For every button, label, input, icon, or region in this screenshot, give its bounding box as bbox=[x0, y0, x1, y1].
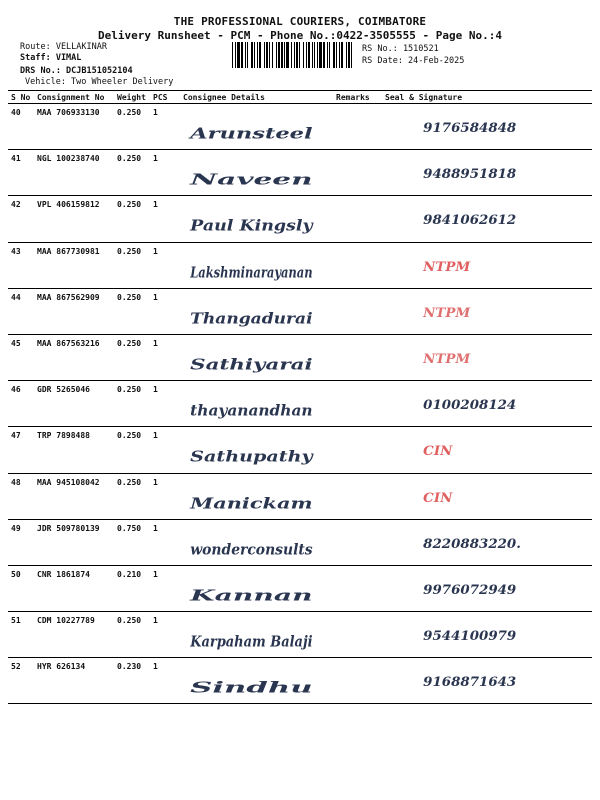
row-weight: 0.250 bbox=[114, 427, 150, 473]
row-seal-signature bbox=[382, 565, 592, 611]
row-weight: 0.250 bbox=[114, 381, 150, 427]
row-remarks bbox=[333, 104, 382, 150]
consignee-name-text: Sathupathy bbox=[190, 447, 314, 466]
row-seal-signature bbox=[382, 104, 592, 150]
consignee-handwriting bbox=[180, 104, 333, 149]
row-sno: 51 bbox=[8, 612, 34, 658]
table-row bbox=[8, 334, 592, 380]
row-weight: 0.250 bbox=[114, 196, 150, 242]
seal-text: 9841062612 bbox=[423, 212, 517, 229]
row-sno: 49 bbox=[8, 519, 34, 565]
rs-date: RS Date: 24-Feb-2025 bbox=[362, 56, 465, 66]
row-pcs: 1 bbox=[150, 427, 180, 473]
seal-handwriting bbox=[382, 520, 592, 565]
row-weight: 0.250 bbox=[114, 334, 150, 380]
consignee-name-text: Arunsteel bbox=[187, 124, 313, 143]
row-consignee bbox=[180, 612, 333, 658]
seal-text: NTPM bbox=[423, 351, 471, 368]
row-consignee bbox=[180, 658, 333, 704]
table-row bbox=[8, 381, 592, 427]
seal-handwriting bbox=[382, 381, 592, 426]
row-consignment: MAA 867730981 bbox=[34, 242, 114, 288]
company-title: THE PROFESSIONAL COURIERS, COIMBATORE bbox=[173, 15, 427, 28]
row-sno: 40 bbox=[8, 104, 34, 150]
consignee-handwriting bbox=[180, 289, 333, 334]
row-seal-signature bbox=[382, 288, 592, 334]
consignee-name-text: thayanandhan bbox=[190, 401, 313, 420]
row-pcs: 1 bbox=[150, 565, 180, 611]
row-consignment: NGL 100238740 bbox=[34, 150, 114, 196]
row-weight: 0.250 bbox=[114, 104, 150, 150]
row-seal-signature bbox=[382, 658, 592, 704]
col-consignee: Consignee Details bbox=[180, 91, 333, 104]
row-consignee bbox=[180, 104, 333, 150]
table-row bbox=[8, 288, 592, 334]
seal-handwriting bbox=[382, 612, 592, 657]
row-consignment: HYR 626134 bbox=[34, 658, 114, 704]
seal-handwriting bbox=[382, 196, 592, 241]
col-consignment: Consignment No bbox=[34, 91, 114, 104]
row-pcs: 1 bbox=[150, 288, 180, 334]
row-seal-signature bbox=[382, 381, 592, 427]
consignee-handwriting bbox=[180, 612, 333, 657]
row-seal-signature bbox=[382, 612, 592, 658]
row-pcs: 1 bbox=[150, 334, 180, 380]
consignee-name-text: Lakshminarayanan bbox=[189, 262, 313, 281]
row-consignee bbox=[180, 519, 333, 565]
row-weight: 0.250 bbox=[114, 242, 150, 288]
row-sno: 47 bbox=[8, 427, 34, 473]
vehicle-label: Vehicle: Two Wheeler Delivery bbox=[25, 77, 174, 87]
consignee-handwriting bbox=[180, 474, 333, 519]
row-consignment: MAA 706933130 bbox=[34, 104, 114, 150]
consignee-handwriting bbox=[180, 566, 333, 611]
row-sno: 44 bbox=[8, 288, 34, 334]
row-weight: 0.250 bbox=[114, 612, 150, 658]
seal-text: 9976072949 bbox=[423, 582, 517, 599]
row-pcs: 1 bbox=[150, 473, 180, 519]
row-remarks bbox=[333, 427, 382, 473]
row-seal-signature bbox=[382, 473, 592, 519]
consignee-handwriting bbox=[180, 520, 333, 565]
seal-handwriting bbox=[382, 243, 592, 288]
seal-text: 9176584848 bbox=[423, 120, 517, 137]
row-pcs: 1 bbox=[150, 519, 180, 565]
table-row bbox=[8, 473, 592, 519]
consignee-handwriting bbox=[180, 196, 333, 241]
row-seal-signature bbox=[382, 242, 592, 288]
seal-handwriting bbox=[382, 104, 592, 149]
row-consignee bbox=[180, 565, 333, 611]
row-consignment: JDR 509780139 bbox=[34, 519, 114, 565]
row-consignee bbox=[180, 427, 333, 473]
row-seal-signature bbox=[382, 150, 592, 196]
seal-handwriting bbox=[382, 566, 592, 611]
row-sno: 41 bbox=[8, 150, 34, 196]
row-pcs: 1 bbox=[150, 242, 180, 288]
row-pcs: 1 bbox=[150, 104, 180, 150]
table-header-row bbox=[8, 91, 592, 104]
table-row bbox=[8, 565, 592, 611]
consignee-handwriting bbox=[180, 427, 333, 472]
row-remarks bbox=[333, 612, 382, 658]
row-consignee bbox=[180, 288, 333, 334]
row-pcs: 1 bbox=[150, 381, 180, 427]
row-consignment: MAA 867563216 bbox=[34, 334, 114, 380]
consignee-name-text: wonderconsults bbox=[190, 540, 313, 559]
table-row bbox=[8, 104, 592, 150]
col-pcs: PCS bbox=[150, 91, 180, 104]
row-remarks bbox=[333, 565, 382, 611]
row-consignment: TRP 7898488 bbox=[34, 427, 114, 473]
row-consignment: MAA 945108042 bbox=[34, 473, 114, 519]
seal-text: 9488951818 bbox=[423, 166, 517, 183]
row-weight: 0.250 bbox=[114, 150, 150, 196]
table-row bbox=[8, 427, 592, 473]
table-row bbox=[8, 519, 592, 565]
row-pcs: 1 bbox=[150, 150, 180, 196]
row-consignment: MAA 867562909 bbox=[34, 288, 114, 334]
seal-handwriting bbox=[382, 289, 592, 334]
table-row bbox=[8, 612, 592, 658]
seal-handwriting bbox=[382, 335, 592, 380]
row-consignee bbox=[180, 381, 333, 427]
consignee-name-text: Naveen bbox=[188, 170, 313, 189]
consignee-name-text: Paul Kingsly bbox=[189, 216, 314, 235]
row-seal-signature bbox=[382, 427, 592, 473]
row-sno: 43 bbox=[8, 242, 34, 288]
table-row bbox=[8, 242, 592, 288]
seal-text: 0100208124 bbox=[423, 397, 517, 414]
seal-text: CIN bbox=[423, 489, 453, 506]
row-consignment: VPL 406159812 bbox=[34, 196, 114, 242]
col-weight: Weight bbox=[114, 91, 150, 104]
seal-handwriting bbox=[382, 150, 592, 195]
seal-text: 9168871643 bbox=[423, 674, 517, 691]
barcode-image bbox=[232, 42, 354, 68]
row-sno: 48 bbox=[8, 473, 34, 519]
row-consignee bbox=[180, 473, 333, 519]
row-consignment: CDM 10227789 bbox=[34, 612, 114, 658]
drs-number: DRS No.: DCJB151052104 bbox=[20, 66, 133, 76]
row-remarks bbox=[333, 288, 382, 334]
consignee-handwriting bbox=[180, 150, 333, 195]
row-seal-signature bbox=[382, 334, 592, 380]
seal-text: NTPM bbox=[423, 258, 471, 275]
route-label: Route: VELLAKINAR bbox=[20, 42, 107, 52]
row-remarks bbox=[333, 150, 382, 196]
row-remarks bbox=[333, 473, 382, 519]
row-remarks bbox=[333, 519, 382, 565]
staff-label: Staff: VIMAL bbox=[20, 53, 82, 63]
col-sno: S No bbox=[8, 91, 34, 104]
seal-handwriting bbox=[382, 427, 592, 472]
row-pcs: 1 bbox=[150, 196, 180, 242]
row-weight: 0.750 bbox=[114, 519, 150, 565]
seal-text: 8220883220. bbox=[423, 535, 521, 552]
row-seal-signature bbox=[382, 519, 592, 565]
consignee-name-text: Sathiyarai bbox=[190, 355, 313, 374]
consignee-name-text: Sindhu bbox=[190, 678, 313, 697]
row-pcs: 1 bbox=[150, 612, 180, 658]
row-consignee bbox=[180, 334, 333, 380]
row-sno: 46 bbox=[8, 381, 34, 427]
row-consignment: GDR 5265046 bbox=[34, 381, 114, 427]
row-sno: 50 bbox=[8, 565, 34, 611]
row-weight: 0.210 bbox=[114, 565, 150, 611]
consignee-name-text: Thangadurai bbox=[190, 309, 313, 328]
row-remarks bbox=[333, 334, 382, 380]
row-weight: 0.230 bbox=[114, 658, 150, 704]
consignee-name-text: Manickam bbox=[188, 493, 313, 512]
seal-handwriting bbox=[382, 658, 592, 703]
row-consignee bbox=[180, 196, 333, 242]
runsheet-subtitle: Delivery Runsheet - PCM - Phone No.:0422-3505555 - Page No.:4 bbox=[98, 29, 502, 42]
row-consignment: CNR 1861874 bbox=[34, 565, 114, 611]
row-sno: 52 bbox=[8, 658, 34, 704]
seal-handwriting bbox=[382, 474, 592, 519]
row-consignee bbox=[180, 150, 333, 196]
row-sno: 42 bbox=[8, 196, 34, 242]
row-pcs: 1 bbox=[150, 658, 180, 704]
row-remarks bbox=[333, 196, 382, 242]
row-consignee bbox=[180, 242, 333, 288]
row-remarks bbox=[333, 381, 382, 427]
runsheet-table bbox=[8, 90, 592, 704]
table-row bbox=[8, 150, 592, 196]
row-weight: 0.250 bbox=[114, 288, 150, 334]
rs-number: RS No.: 1510521 bbox=[362, 44, 439, 54]
row-remarks bbox=[333, 658, 382, 704]
seal-text: NTPM bbox=[423, 305, 471, 322]
row-sno: 45 bbox=[8, 334, 34, 380]
consignee-handwriting bbox=[180, 381, 333, 426]
seal-text: 9544100979 bbox=[423, 628, 517, 645]
consignee-name-text: Kannan bbox=[188, 586, 313, 605]
col-remarks: Remarks bbox=[333, 91, 382, 104]
consignee-handwriting bbox=[180, 658, 333, 703]
consignee-handwriting bbox=[180, 335, 333, 380]
consignee-handwriting bbox=[180, 243, 333, 288]
col-seal: Seal & Signature bbox=[382, 91, 592, 104]
seal-text: CIN bbox=[423, 443, 453, 460]
consignee-name-text: Karpaham Balaji bbox=[189, 632, 313, 651]
table-row bbox=[8, 658, 592, 704]
row-remarks bbox=[333, 242, 382, 288]
table-row bbox=[8, 196, 592, 242]
row-seal-signature bbox=[382, 196, 592, 242]
row-weight: 0.250 bbox=[114, 473, 150, 519]
